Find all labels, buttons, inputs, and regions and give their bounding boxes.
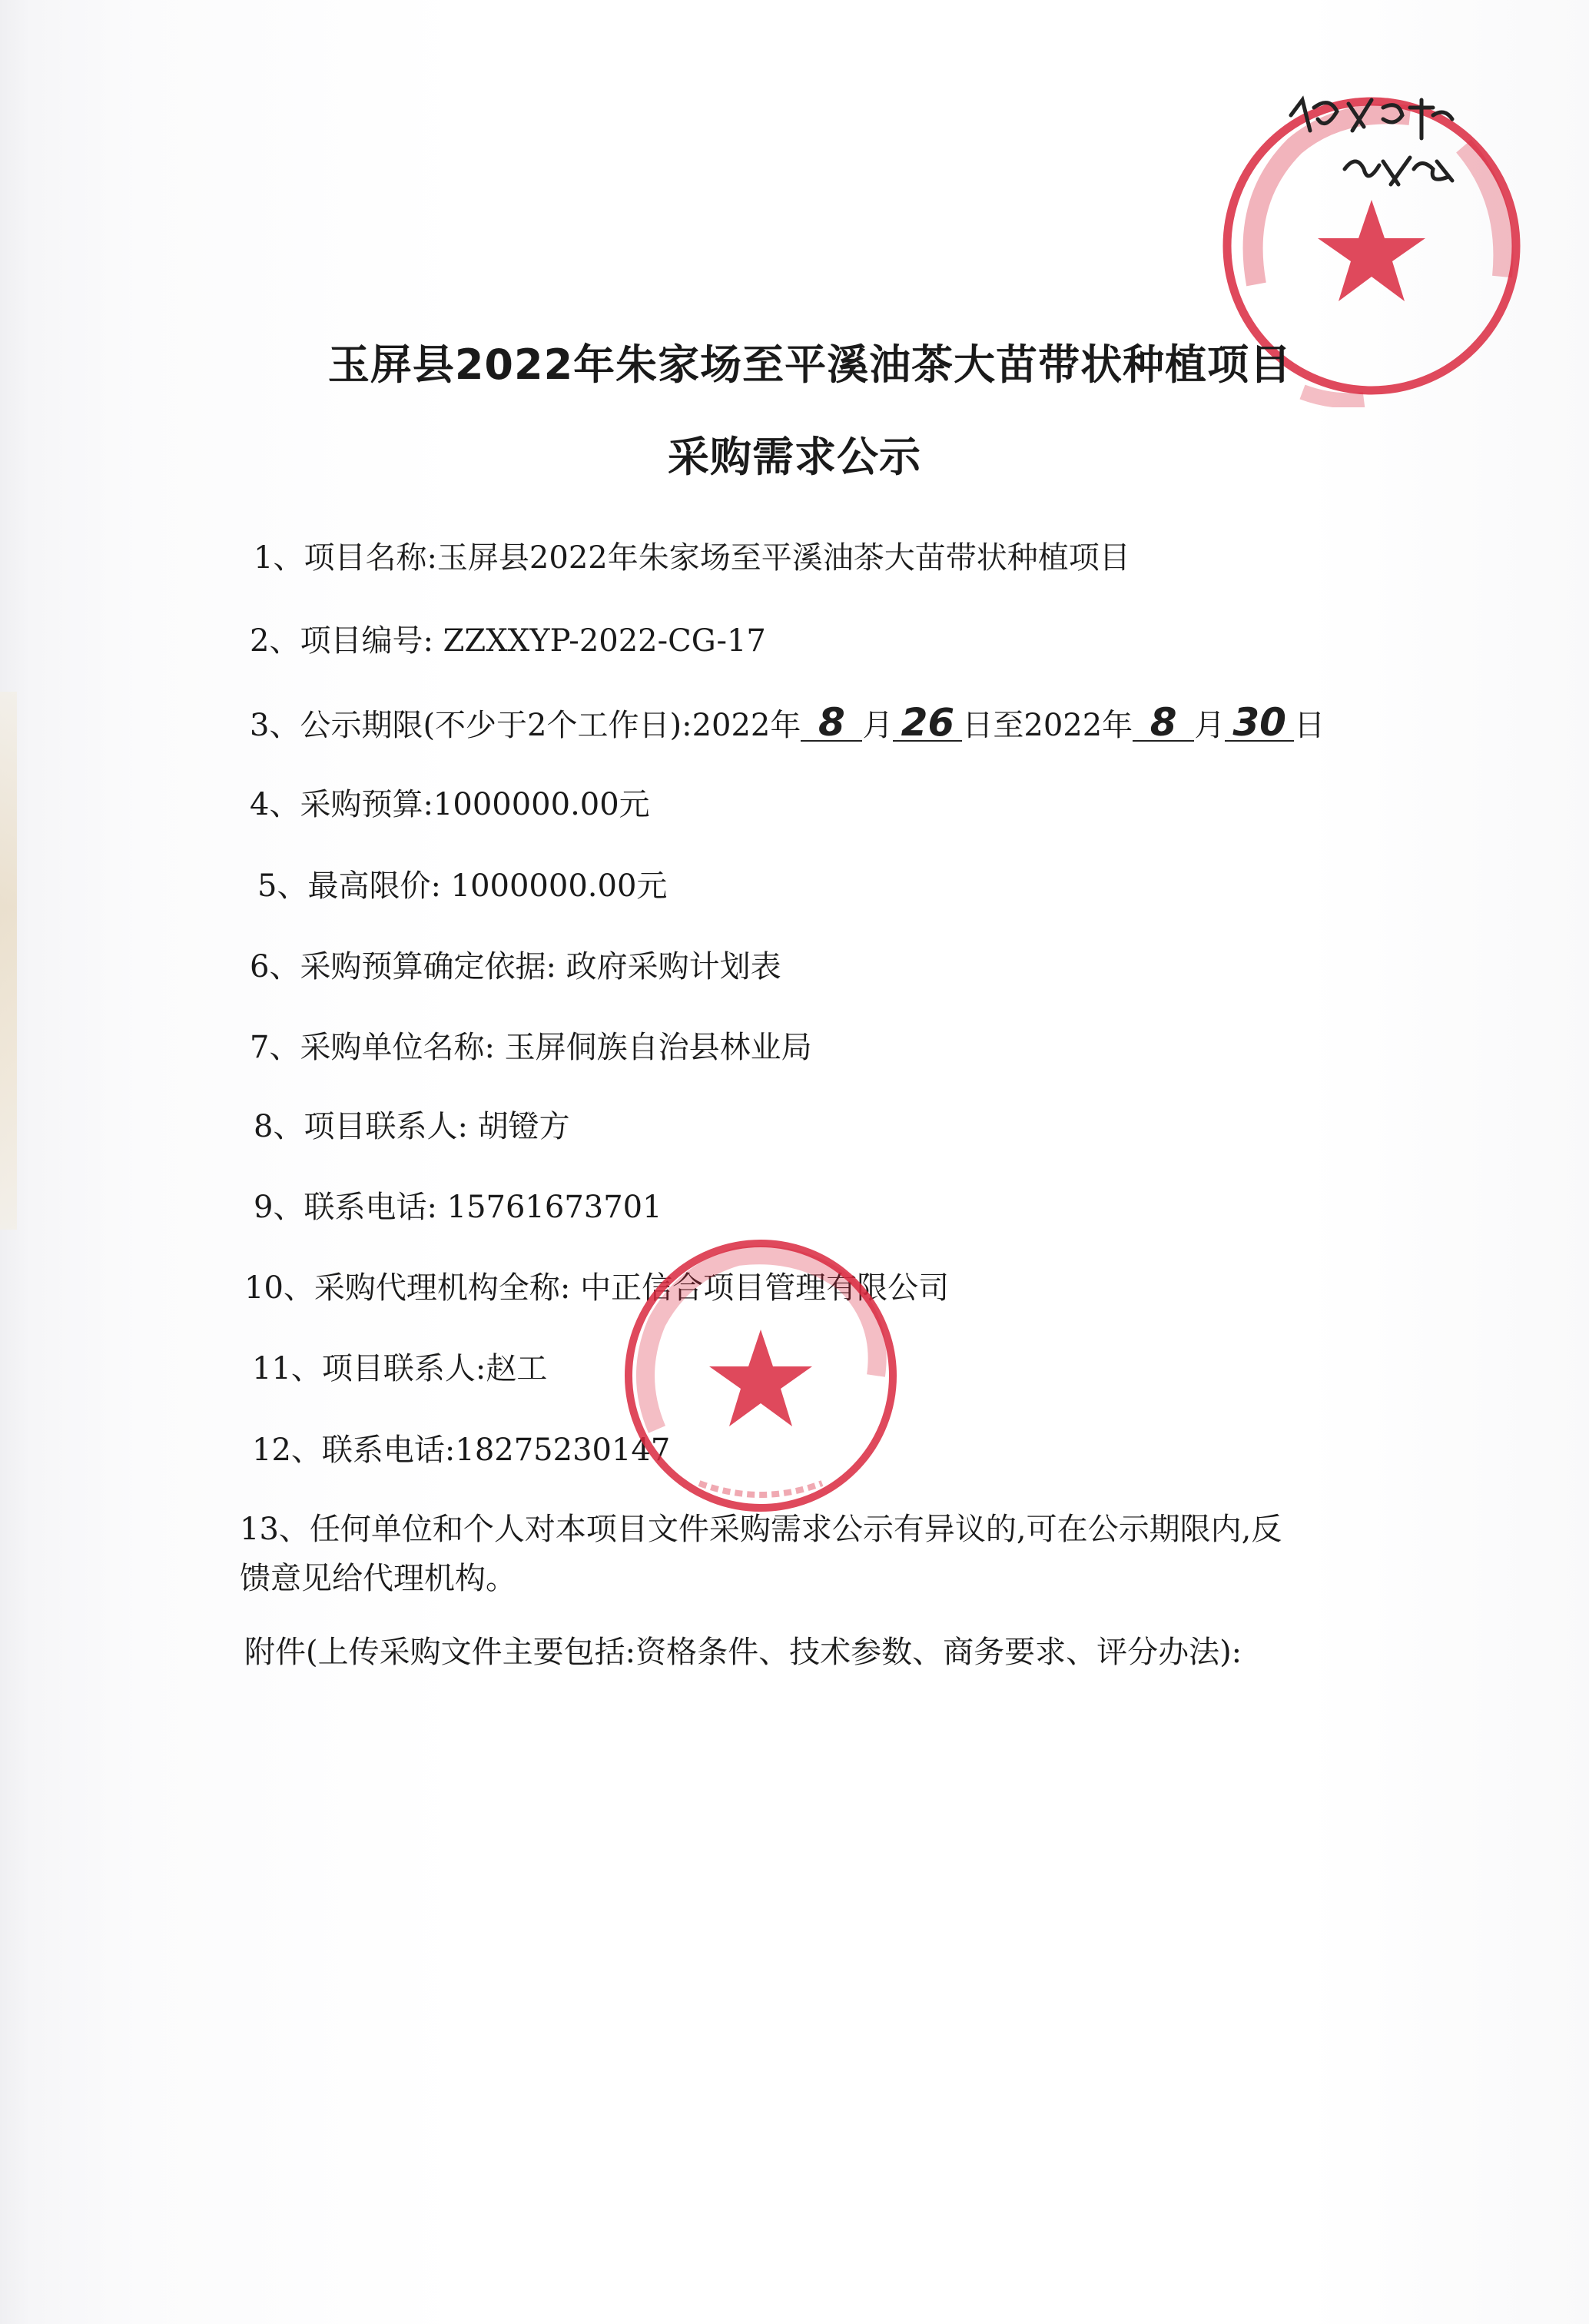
- item-agency-phone: 12、联系电话:18275230147: [252, 1433, 671, 1468]
- objection-note-line1: 13、任何单位和个人对本项目文件采购需求公示有异议的,可在公示期限内,反: [240, 1512, 1282, 1547]
- item-budget-basis: 6、采购预算确定依据: 政府采购计划表: [250, 949, 781, 984]
- handwritten-month-end: 8: [1133, 706, 1194, 742]
- handwritten-day-end: 30: [1225, 706, 1294, 742]
- item-notice-period: [250, 700, 1325, 745]
- item-agency-contact: 11、项目联系人:赵工: [252, 1351, 548, 1386]
- document-title: 玉屏县2022年朱家场至平溪油茶大苗带状种植项目: [327, 340, 1292, 389]
- notice-period-month-label: 月: [862, 708, 894, 743]
- item-purchaser: 7、采购单位名称: 玉屏侗族自治县林业局: [250, 1030, 812, 1065]
- notice-period-month-label-2: 月: [1194, 708, 1226, 743]
- notice-period-prefix: 3、公示期限(不少于2个工作日):2022年: [250, 708, 801, 743]
- attachment-label: 附件(上传采购文件主要包括:资格条件、技术参数、商务要求、评分办法):: [244, 1635, 1242, 1670]
- item-project-number: 2、项目编号: ZZXXYP-2022-CG-17: [250, 623, 766, 659]
- notice-period-to: 日至2022年: [962, 708, 1133, 743]
- handwritten-approval-signature: [1276, 85, 1475, 223]
- item-phone: 9、联系电话: 15761673701: [254, 1190, 662, 1225]
- item-agency: 10、采购代理机构全称: 中正信合项目管理有限公司: [244, 1270, 950, 1306]
- notice-period-suffix: 日: [1294, 708, 1325, 743]
- item-max-price: 5、最高限价: 1000000.00元: [257, 868, 668, 904]
- handwritten-day-start: 26: [893, 706, 962, 742]
- agency-company-seal: [615, 1230, 907, 1522]
- page-edge-shadow: [0, 692, 17, 1230]
- item-contact: 8、项目联系人: 胡镫方: [254, 1109, 570, 1144]
- item-budget: 4、采购预算:1000000.00元: [250, 787, 650, 822]
- agency-seal-star-icon: [709, 1330, 812, 1426]
- handwritten-month-start: 8: [801, 706, 862, 742]
- document-subtitle: 采购需求公示: [668, 433, 921, 481]
- item-project-name: 1、项目名称:玉屏县2022年朱家场至平溪油茶大苗带状种植项目: [254, 540, 1130, 576]
- objection-note-line2: 馈意见给代理机构。: [240, 1561, 516, 1596]
